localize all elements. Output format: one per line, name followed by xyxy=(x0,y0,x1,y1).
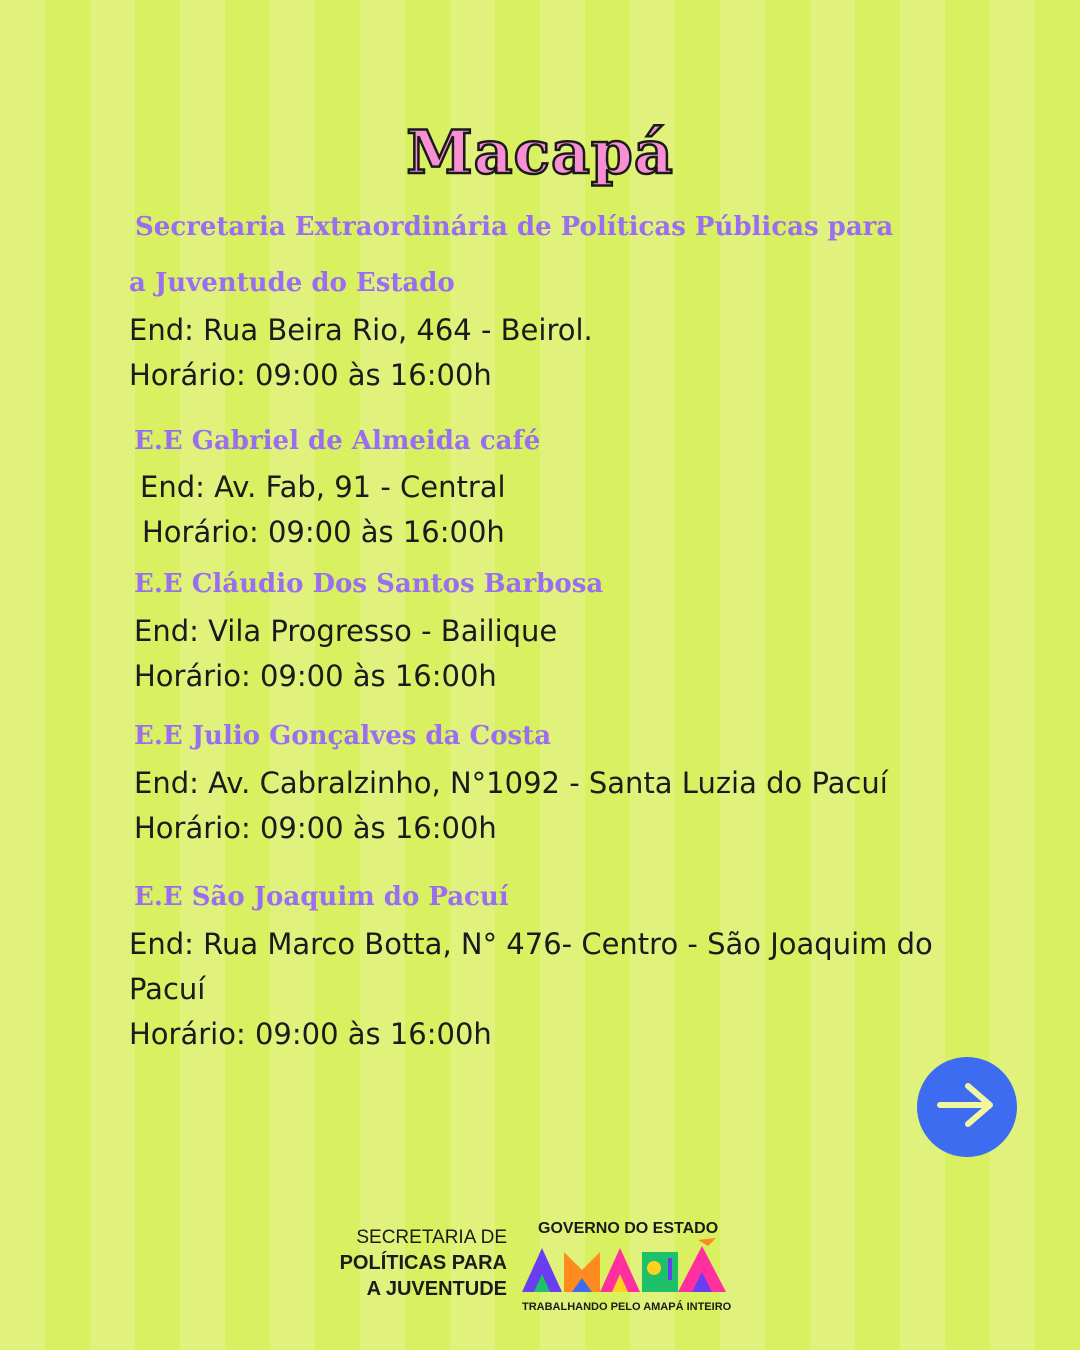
address-text: End: Rua Marco Botta, N° 476- Centro - São Joaquim do xyxy=(129,927,933,961)
next-button[interactable] xyxy=(917,1057,1017,1157)
secretaria-logo-text xyxy=(340,1225,507,1302)
section-heading: E.E Julio Gonçalves da Costa xyxy=(134,721,552,751)
secretaria-line: POLÍTICAS PARA xyxy=(339,1252,507,1274)
section-heading: E.E Cláudio Dos Santos Barbosa xyxy=(134,569,604,599)
section-heading-line: a Juventude do Estado xyxy=(129,268,455,298)
hours-text: Horário: 09:00 às 16:00h xyxy=(129,358,492,392)
amapa-logo-graphic xyxy=(520,1238,760,1300)
hours-text: Horário: 09:00 às 16:00h xyxy=(142,515,505,549)
hours-text: Horário: 09:00 às 16:00h xyxy=(129,1017,492,1051)
address-text: End: Vila Progresso - Bailique xyxy=(134,614,558,648)
arrow-right-icon xyxy=(936,1080,998,1134)
secretaria-line: A JUVENTUDE xyxy=(366,1278,507,1300)
page-title: Macapá xyxy=(406,118,674,188)
governo-label: GOVERNO DO ESTADO xyxy=(538,1220,719,1237)
hours-text: Horário: 09:00 às 16:00h xyxy=(134,811,497,845)
section-heading-line: Secretaria Extraordinária de Políticas Públicas para xyxy=(135,212,894,242)
governo-amapa-logo xyxy=(520,1218,760,1318)
governo-slogan: TRABALHANDO PELO AMAPÁ INTEIRO xyxy=(522,1301,732,1313)
address-text: End: Rua Beira Rio, 464 - Beirol. xyxy=(129,313,593,347)
address-text: End: Av. Cabralzinho, N°1092 - Santa Luzia do Pacuí xyxy=(134,766,888,800)
hours-text: Horário: 09:00 às 16:00h xyxy=(134,659,497,693)
secretaria-line: SECRETARIA DE xyxy=(356,1227,507,1248)
address-text-continued: Pacuí xyxy=(129,972,206,1006)
section-heading: E.E São Joaquim do Pacuí xyxy=(134,882,509,912)
address-text: End: Av. Fab, 91 - Central xyxy=(140,470,506,504)
section-heading: E.E Gabriel de Almeida café xyxy=(134,426,541,456)
